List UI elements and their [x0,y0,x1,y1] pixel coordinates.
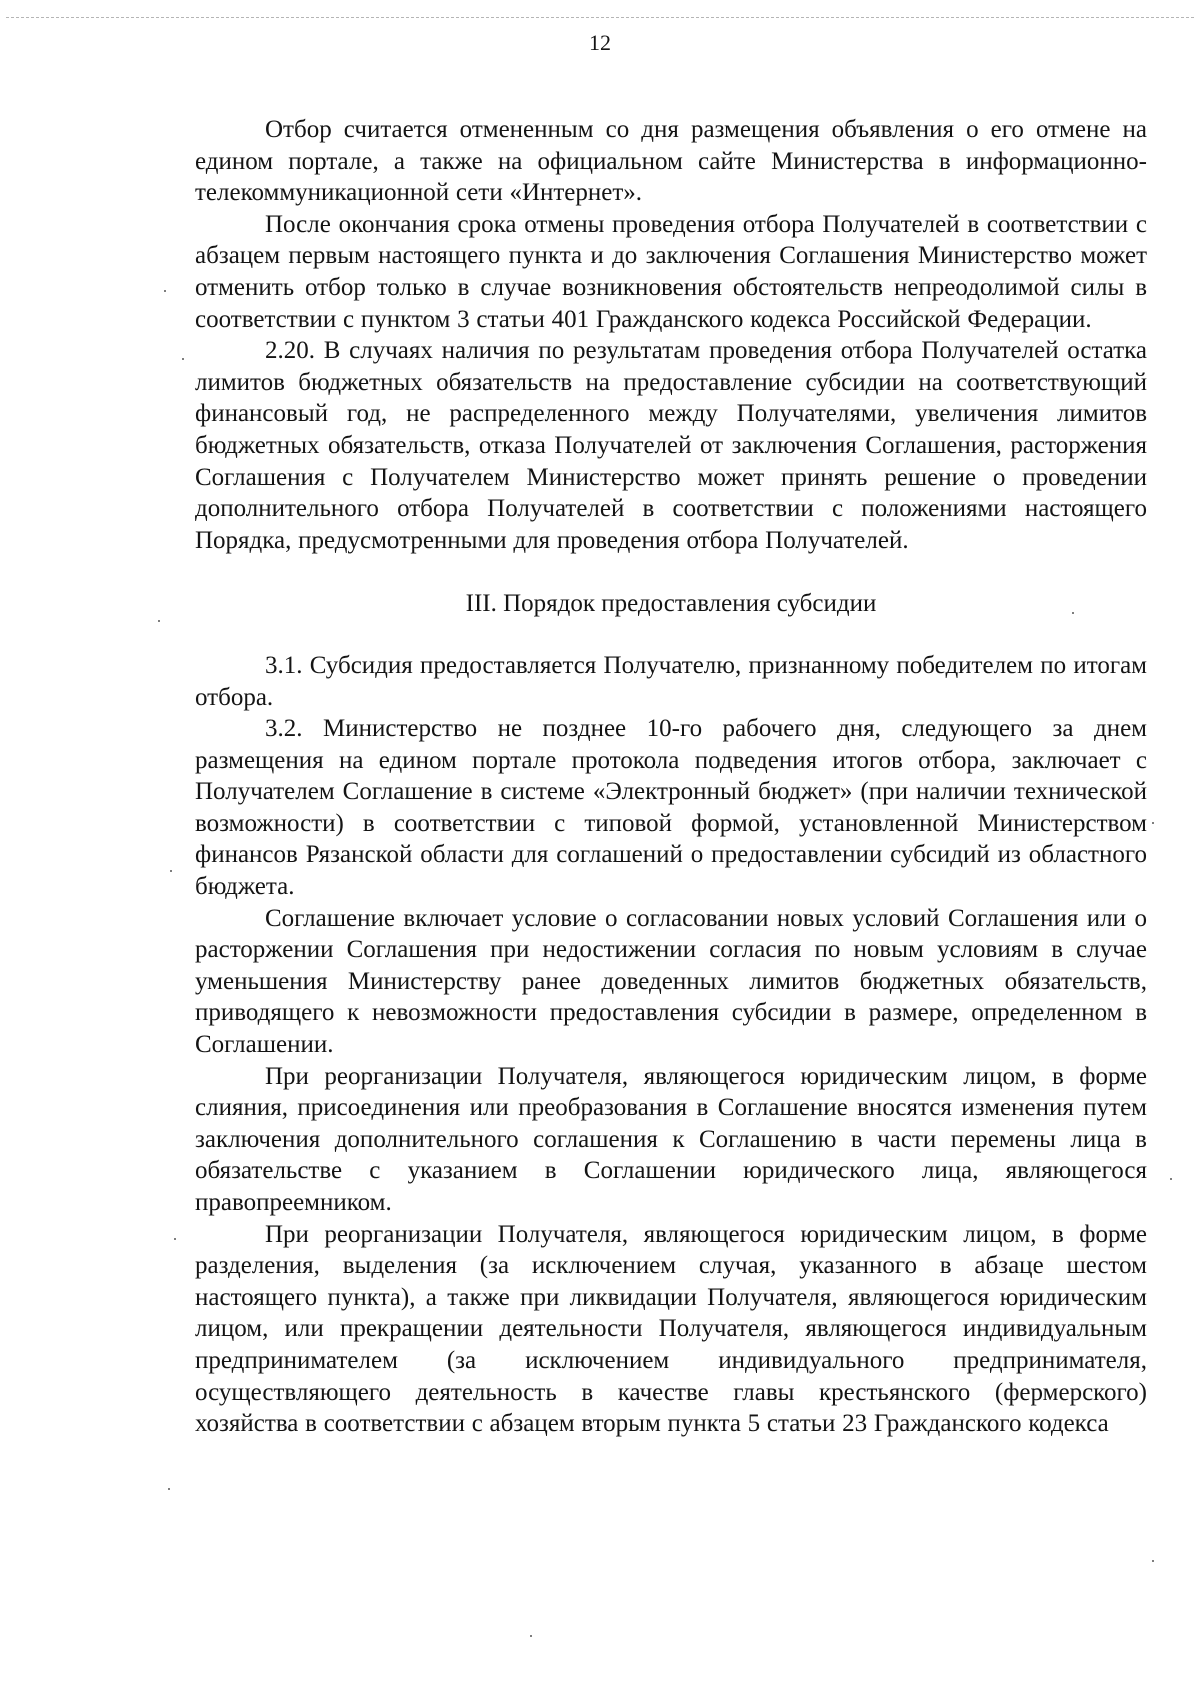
scan-speck [182,358,184,360]
scan-speck [168,1488,170,1490]
scan-speck [1170,1178,1172,1180]
section-heading-iii: III. Порядок предоставления субсидии [465,590,877,618]
scan-speck [1152,822,1154,824]
scan-speck [174,1238,176,1240]
paragraph-reorganization-division: При реорганизации Получателя, являющегося юридическим лицом, в форме разделения, выделения (за исключением случая, указанного в абзаце шестом настоящего пункта), а также при ликвидации Получателя, являющегося юридическим лицом, или прекращении деятельности Получателя, являющегося индивидуальным предпринимателем (за исключением индивидуального предпринимателя, осуществляющего деятельность в качестве главы крестьянского (фермерского) хозяйства в соответствии с абзацем вторым пункта 5 статьи 23 Гражданского кодекса [195,1220,1147,1438]
scan-speck [170,870,172,872]
scan-speck [530,1635,532,1637]
document-body [195,114,1147,1440]
paragraph-2-20-additional-selection: 2.20. В случаях наличия по результатам проведения отбора Получателей остатка лимитов бюджетных обязательств на предоставление субсидии на соответствующий финансовый год, не распределенного между Получателями, увеличения лимитов бюджетных обязательств, отказа Получателей от заключения Соглашения, расторжения Соглашения с Получателем Министерство может принять решение о проведении дополнительного отбора Получателей в соответствии с положениями настоящего Порядка, предусмотренными для проведения отбора Получателей. [195,337,1147,554]
paragraph-3-2: 3.2. Министерство не позднее 10-го рабочего дня, следующего за днем размещения на едином портале протокола подведения итогов отбора, заключает с Получателем Соглашение в системе «Электронный бюджет» (при наличии технической возможности) в соответствии с типовой формой, установленной Министерством финансов Рязанской области для соглашений о предоставлении субсидий из областного бюджета. [195,715,1147,901]
paragraph-selection-cancelled: Отбор считается отмененным со дня размещения объявления о его отмене на едином портале, а также на официальном сайте Министерства в информационно-телекоммуникационной сети «Интернет». [195,116,1147,207]
scan-speck [158,620,160,622]
page-number: 12 [589,30,611,55]
scan-top-edge-line [6,17,1194,18]
paragraph-reorganization-merger: При реорганизации Получателя, являющегося юридическим лицом, в форме слияния, присоединения или преобразования в Соглашение вносятся изменения путем заключения дополнительного соглашения к Соглашению в части перемены лица в обязательстве с указанием в Соглашении юридического лица, являющегося правопреемником. [195,1062,1147,1216]
scan-speck [1152,1560,1154,1562]
scan-speck [164,290,166,292]
paragraph-cancellation-after-deadline: После окончания срока отмены проведения отбора Получателей в соответствии с абзацем первым настоящего пункта и до заключения Соглашения Министерство может отменить отбор только в случае возникновения обстоятельств непреодолимой силы в соответствии с пунктом 3 статьи 401 Гражданского кодекса Российской Федерации. [195,210,1147,333]
paragraph-agreement-conditions: Соглашение включает условие о согласовании новых условий Соглашения или о расторжении Соглашения при недостижении согласия по новым условиям в случае уменьшения Министерству ранее доведенных лимитов бюджетных обязательств, приводящего к невозможности предоставления субсидии в размере, определенном в Соглашении. [195,904,1147,1059]
scan-speck [1072,612,1074,614]
paragraph-3-1: 3.1. Субсидия предоставляется Получателю, признанному победителем по итогам отбора. [195,651,1147,711]
